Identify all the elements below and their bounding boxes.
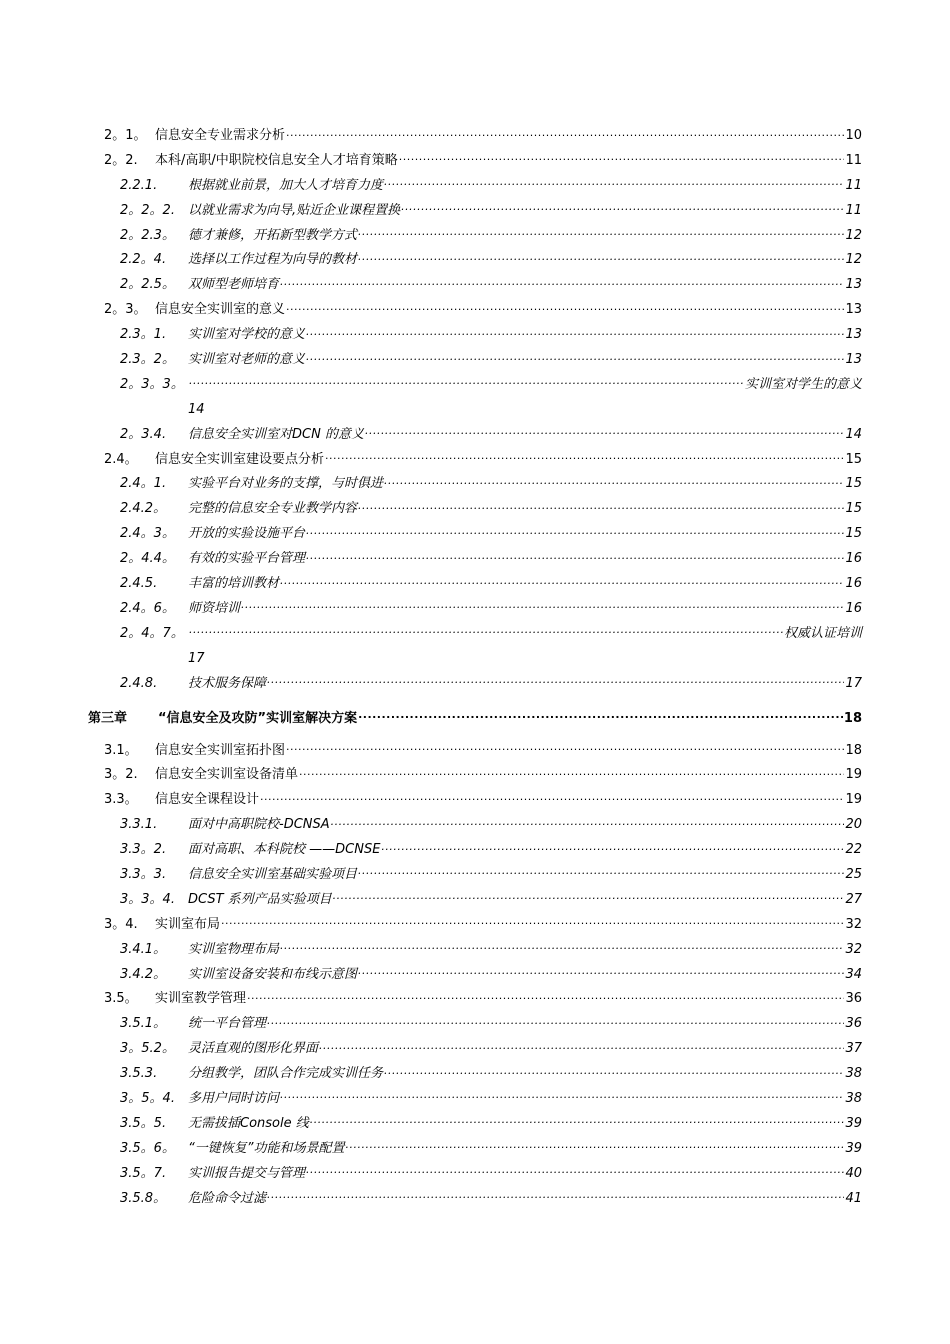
- toc-entry-page-number: 36: [845, 1016, 862, 1032]
- toc-entry-page-number: 15: [845, 526, 862, 542]
- toc-entry-title: 丰富的培训教材: [188, 576, 280, 592]
- toc-entry-title: 实训室对学校的意义: [188, 327, 306, 343]
- toc-entry-line: [120, 423, 862, 448]
- toc-entry-line: [120, 838, 862, 863]
- toc-entry[interactable]: [0, 597, 950, 622]
- toc-entry-number: 2.4。1.: [120, 476, 167, 492]
- toc-entry-line: [104, 298, 862, 323]
- toc-entry[interactable]: [0, 938, 950, 963]
- toc-entry-line: [88, 707, 862, 732]
- dot-leader: [286, 300, 844, 313]
- dot-leader: [306, 350, 844, 363]
- toc-entry-title: 分组教学，团队合作完成实训任务: [188, 1066, 384, 1082]
- toc-entry-number: 第三章: [88, 710, 128, 726]
- toc-entry[interactable]: [0, 497, 950, 522]
- dot-leader: [345, 1139, 844, 1152]
- toc-entry-line: [120, 348, 862, 373]
- toc-entry-number: 2。2.: [104, 152, 138, 168]
- dot-leader: [381, 840, 844, 853]
- toc-entry-line: [120, 963, 862, 988]
- toc-entry-number: 2.2。4.: [120, 252, 167, 268]
- toc-entry-number: 3.5。5.: [120, 1115, 167, 1131]
- toc-entry-title: 信息安全实训室建设要点分析: [155, 451, 325, 467]
- toc-entry-line: [120, 1062, 862, 1087]
- toc-entry-page-number: 18: [845, 742, 862, 758]
- toc-entry[interactable]: [0, 323, 950, 348]
- toc-entry-number: 3.3。: [104, 792, 138, 808]
- toc-entry[interactable]: [0, 149, 950, 174]
- toc-entry-page-number: 11: [845, 202, 862, 218]
- toc-entry-title: 实训室物理布局: [188, 941, 280, 957]
- toc-entry-number: 2。1。: [104, 128, 147, 143]
- toc-entry-line: [104, 149, 862, 174]
- toc-entry-page-number: 36: [845, 991, 862, 1007]
- toc-entry-line: [120, 1112, 862, 1137]
- dot-leader: [280, 574, 844, 587]
- dot-leader: [399, 151, 845, 164]
- dot-leader: [299, 765, 844, 778]
- toc-entry-number: 3。3。4.: [120, 891, 175, 907]
- toc-entry-title: 实验平台对业务的支撑，与时俱进: [188, 476, 384, 492]
- toc-entry-title: 危险命令过滤: [188, 1190, 267, 1206]
- dot-leader: [267, 1189, 844, 1202]
- toc-entry-page-number: 15: [845, 501, 862, 517]
- toc-entry-line: [120, 547, 862, 572]
- toc-entry-line: [104, 124, 862, 149]
- toc-entry-page-number: 39: [845, 1140, 862, 1156]
- toc-entry[interactable]: [0, 423, 950, 448]
- toc-entry-number: 2。2.3。: [120, 227, 175, 243]
- toc-entry-page-number: 41: [845, 1190, 862, 1206]
- toc-entry[interactable]: [0, 1162, 950, 1187]
- toc-entry-number: 3.3。2.: [120, 842, 167, 858]
- toc-entry[interactable]: [0, 788, 950, 813]
- toc-entry-line: [104, 448, 862, 473]
- toc-entry[interactable]: [0, 888, 950, 913]
- toc-entry-page-number: 12: [845, 227, 862, 243]
- toc-entry-number: 3.5.1。: [120, 1016, 167, 1032]
- toc-entry-number: 3.5。: [104, 991, 138, 1007]
- toc-entry-line: [120, 199, 862, 224]
- toc-entry-line: [120, 323, 862, 348]
- toc-entry[interactable]: [0, 348, 950, 373]
- toc-entry-line: [104, 913, 862, 938]
- toc-entry[interactable]: [0, 863, 950, 888]
- toc-entry-number: 3。5.2。: [120, 1041, 175, 1057]
- toc-entry-number: 3.5.8。: [120, 1190, 167, 1206]
- toc-entry-line: [120, 813, 862, 838]
- toc-entry-page-number: 34: [845, 966, 862, 982]
- toc-entry-number: 2.4.2。: [120, 501, 167, 517]
- toc-entry-title: 以就业需求为向导,贴近企业课程置换: [188, 202, 401, 218]
- toc-entry-line: [120, 672, 862, 697]
- toc-entry-title: 实训室对学生的意义: [744, 376, 862, 392]
- toc-entry-title: 信息安全专业需求分析: [155, 128, 286, 143]
- toc-entry-title: 面对中高职院校-DCNSA: [188, 817, 330, 833]
- toc-entry-title: 师资培训: [188, 600, 241, 616]
- toc-entry[interactable]: [0, 987, 950, 1012]
- toc-entry-number: 2。3。3。: [120, 376, 184, 392]
- dot-leader: [267, 674, 844, 687]
- toc-entry-title: 选择以工作过程为向导的教材: [188, 252, 358, 268]
- toc-entry-title: 实训室布局: [155, 916, 221, 932]
- toc-entry-page-number: 27: [845, 891, 862, 907]
- toc-entry-title: 双师型老师培育: [188, 277, 280, 293]
- toc-entry-title: 权威认证培训: [783, 625, 862, 641]
- dot-leader: [189, 375, 744, 388]
- toc-entry-title: 统一平台管理: [188, 1016, 267, 1032]
- toc-entry-line: [120, 224, 862, 249]
- toc-entry-title: 开放的实验设施平台: [188, 526, 306, 542]
- toc-entry-line: [120, 373, 862, 398]
- dot-leader: [260, 790, 844, 803]
- toc-entry-title: 根据就业前景，加大人才培育力度: [188, 177, 384, 193]
- dot-leader: [221, 915, 844, 928]
- dot-leader: [333, 890, 845, 903]
- toc-entry-page-number: 32: [845, 916, 862, 932]
- toc-entry[interactable]: [0, 1112, 950, 1137]
- toc-entry-line: [104, 987, 862, 1012]
- toc-entry-page-number: 38: [845, 1066, 862, 1082]
- toc-entry-page-number: 14: [188, 401, 205, 417]
- toc-entry-page-number: 19: [845, 792, 862, 808]
- toc-entry-page-number: 17: [845, 675, 862, 691]
- toc-entry-page-number: 19: [845, 767, 862, 783]
- toc-entry-page-number: 14: [845, 426, 862, 442]
- toc-entry-number: 3.3.1.: [120, 817, 158, 833]
- dot-leader: [306, 524, 844, 537]
- toc-entry[interactable]: [0, 838, 950, 863]
- toc-entry-title: 实训室对老师的意义: [188, 352, 306, 368]
- dot-leader: [267, 1014, 844, 1027]
- toc-entry-page-number: 40: [845, 1165, 862, 1181]
- toc-entry-number: 2。4.4。: [120, 551, 175, 567]
- toc-entry-line: [120, 1137, 862, 1162]
- toc-entry-title: 有效的实验平台管理: [188, 551, 306, 567]
- toc-entry-title: 灵活直观的图形化界面: [188, 1041, 319, 1057]
- toc-entry[interactable]: [0, 248, 950, 273]
- dot-leader: [384, 176, 844, 189]
- toc-entry-number: 3。2.: [104, 767, 138, 783]
- toc-entry-line: [120, 572, 862, 597]
- toc-entry-number: 2.4。6。: [120, 600, 175, 616]
- dot-leader: [358, 250, 844, 263]
- dot-leader: [358, 709, 843, 722]
- toc-entry-number: 3.5。6。: [120, 1140, 175, 1156]
- toc-entry[interactable]: [0, 1087, 950, 1112]
- dot-leader: [358, 499, 844, 512]
- toc-entry-line: [104, 739, 862, 764]
- toc-entry-page-number: 16: [845, 551, 862, 567]
- toc-entry[interactable]: [0, 1012, 950, 1037]
- toc-entry-line: [120, 888, 862, 913]
- dot-leader: [280, 940, 844, 953]
- toc-entry-number: 2.3。2。: [120, 352, 175, 368]
- toc-entry-line: [120, 472, 862, 497]
- toc-entry-title: 完整的信息安全专业教学内容: [188, 501, 358, 517]
- toc-entry-number: 2。2.5。: [120, 277, 175, 293]
- toc-entry-number: 2。3。: [104, 302, 147, 318]
- toc-entry-page-number: 37: [845, 1041, 862, 1057]
- dot-leader: [280, 1089, 844, 1102]
- toc-entry-number: 2.2.1.: [120, 177, 158, 193]
- toc-entry[interactable]: [0, 963, 950, 988]
- toc-entry-number: 3.3。3.: [120, 866, 167, 882]
- toc-entry-title: 本科/高职/中职院校信息安全人才培育策略: [155, 152, 398, 168]
- toc-entry[interactable]: [0, 572, 950, 597]
- toc-entry-title: 技术服务保障: [188, 675, 267, 691]
- toc-entry-number: 2.3。1.: [120, 327, 167, 343]
- toc-entry-number: 2.4.8.: [120, 675, 158, 691]
- dot-leader: [306, 325, 844, 338]
- toc-entry[interactable]: [0, 1187, 950, 1212]
- toc-entry-line: [104, 763, 862, 788]
- dot-leader: [358, 226, 844, 239]
- toc-entry-title: 信息安全实训室拓扑图: [155, 742, 286, 758]
- toc-entry[interactable]: [0, 547, 950, 572]
- toc-entry-page-number: 13: [845, 277, 862, 293]
- toc-entry-title: 面对高职、本科院校 ——DCNSE: [188, 842, 381, 858]
- toc-entry-title: DCST 系列产品实验项目: [188, 891, 332, 907]
- toc-entry-title: 实训室教学管理: [155, 991, 247, 1007]
- toc-entry-number: 3.1。: [104, 742, 138, 758]
- toc-entry-line: [120, 248, 862, 273]
- toc-entry-number: 2。4。7。: [120, 625, 184, 641]
- dot-leader: [401, 201, 844, 214]
- toc-entry-page-number: 13: [845, 352, 862, 368]
- toc-entry-line: [120, 522, 862, 547]
- toc-entry-page-number: 18: [843, 710, 862, 726]
- toc-entry[interactable]: [0, 199, 950, 224]
- toc-entry-page-number: 16: [845, 576, 862, 592]
- toc-entry[interactable]: [0, 522, 950, 547]
- toc-entry-number: 3.5。7.: [120, 1165, 167, 1181]
- dot-leader: [280, 275, 844, 288]
- toc-entry-line: [104, 788, 862, 813]
- toc-entry-title: 信息安全课程设计: [155, 792, 260, 808]
- toc-entry-number: 3.5.3.: [120, 1066, 158, 1082]
- dot-leader: [306, 1164, 844, 1177]
- toc-entry-page-number: 39: [845, 1115, 862, 1131]
- toc-entry-page-number: 20: [845, 817, 862, 833]
- toc-entry-page-number: 13: [845, 302, 862, 318]
- toc-entry-page-number: 15: [845, 476, 862, 492]
- toc-entry-number: 3.4.2。: [120, 966, 167, 982]
- dot-leader: [325, 450, 844, 463]
- toc-entry[interactable]: [0, 913, 950, 938]
- toc-entry-title: 无需拔插Console 线: [188, 1115, 309, 1131]
- toc-entry-line: [120, 273, 862, 298]
- toc-entry-number: 2。3.4.: [120, 426, 167, 442]
- toc-entry-title: 德才兼修，开拓新型教学方式: [188, 227, 358, 243]
- dot-leader: [331, 815, 845, 828]
- dot-leader: [241, 599, 844, 612]
- toc-entry-page-number: 38: [845, 1090, 862, 1106]
- toc-entry-page-number: 32: [845, 941, 862, 957]
- toc-entry-page-number: 10: [845, 128, 862, 143]
- toc-entry[interactable]: [0, 672, 950, 697]
- dot-leader: [286, 126, 844, 139]
- toc-entry-number: 2.4。3。: [120, 526, 175, 542]
- table-of-contents: [0, 124, 950, 1211]
- toc-entry-page-number: 22: [845, 842, 862, 858]
- toc-entry[interactable]: [0, 273, 950, 298]
- toc-entry-line: [120, 622, 862, 647]
- toc-entry-number: 2。2。2.: [120, 202, 175, 218]
- dot-leader: [384, 474, 844, 487]
- toc-entry-title: 实训报告提交与管理: [188, 1165, 306, 1181]
- toc-entry-page-number: 11: [845, 177, 862, 193]
- toc-entry[interactable]: [0, 174, 950, 199]
- toc-entry-page-number: 25: [845, 866, 862, 882]
- toc-entry[interactable]: [0, 124, 950, 149]
- toc-entry-page-number: 16: [845, 600, 862, 616]
- dot-leader: [189, 624, 783, 637]
- toc-entry-page-number: 13: [845, 327, 862, 343]
- toc-entry-line: [120, 597, 862, 622]
- dot-leader: [365, 425, 845, 438]
- dot-leader: [319, 1039, 844, 1052]
- toc-entry-page-number: 11: [845, 152, 862, 168]
- toc-entry-line: [120, 1037, 862, 1062]
- toc-entry-number: 3。5。4.: [120, 1090, 175, 1106]
- toc-entry[interactable]: [0, 1037, 950, 1062]
- toc-entry[interactable]: [0, 224, 950, 249]
- toc-entry-title: 信息安全实训室基础实验项目: [188, 866, 358, 882]
- toc-entry[interactable]: [0, 472, 950, 497]
- toc-entry-line: [120, 1087, 862, 1112]
- toc-entry-line: [120, 1187, 862, 1212]
- toc-entry[interactable]: [0, 739, 950, 764]
- toc-entry-page-number: 15: [845, 451, 862, 467]
- toc-entry-number: 2.4。: [104, 451, 138, 467]
- dot-leader: [310, 1114, 845, 1127]
- toc-entry-line: [120, 1012, 862, 1037]
- dot-leader: [247, 989, 844, 1002]
- dot-leader: [358, 865, 844, 878]
- toc-entry[interactable]: [0, 448, 950, 473]
- toc-entry[interactable]: [0, 298, 950, 323]
- toc-entry-title: 多用户同时访问: [188, 1090, 280, 1106]
- toc-entry-line: [120, 938, 862, 963]
- toc-entry-line: [120, 1162, 862, 1187]
- dot-leader: [286, 741, 844, 754]
- toc-entry-number: 3.4.1。: [120, 941, 167, 957]
- toc-entry[interactable]: [0, 373, 950, 423]
- toc-entry-title: “信息安全及攻防”实训室解决方案: [158, 710, 358, 726]
- dot-leader: [358, 965, 844, 978]
- toc-entry-line: [120, 863, 862, 888]
- toc-entry-page-number: 17: [188, 650, 205, 666]
- toc-entry[interactable]: [0, 1062, 950, 1087]
- toc-entry[interactable]: [0, 1137, 950, 1162]
- toc-entry-title: 实训室设备安装和布线示意图: [188, 966, 358, 982]
- toc-entry-line: [120, 497, 862, 522]
- toc-entry-title: 信息安全实训室对DCN 的意义: [188, 426, 364, 442]
- toc-entry-number: 3。4.: [104, 916, 138, 932]
- toc-entry-title: “一键恢复”功能和场景配置: [188, 1140, 345, 1156]
- toc-entry[interactable]: [0, 813, 950, 838]
- toc-entry-title: 信息安全实训室设备清单: [155, 767, 299, 783]
- dot-leader: [384, 1064, 844, 1077]
- toc-entry-number: 2.4.5.: [120, 576, 158, 592]
- toc-entry-title: 信息安全实训室的意义: [155, 302, 286, 318]
- toc-entry-line: [120, 174, 862, 199]
- dot-leader: [306, 549, 844, 562]
- toc-entry[interactable]: [0, 622, 950, 672]
- toc-entry-page-number: 12: [845, 252, 862, 268]
- toc-chapter-entry[interactable]: [0, 707, 950, 731]
- toc-entry[interactable]: [0, 763, 950, 788]
